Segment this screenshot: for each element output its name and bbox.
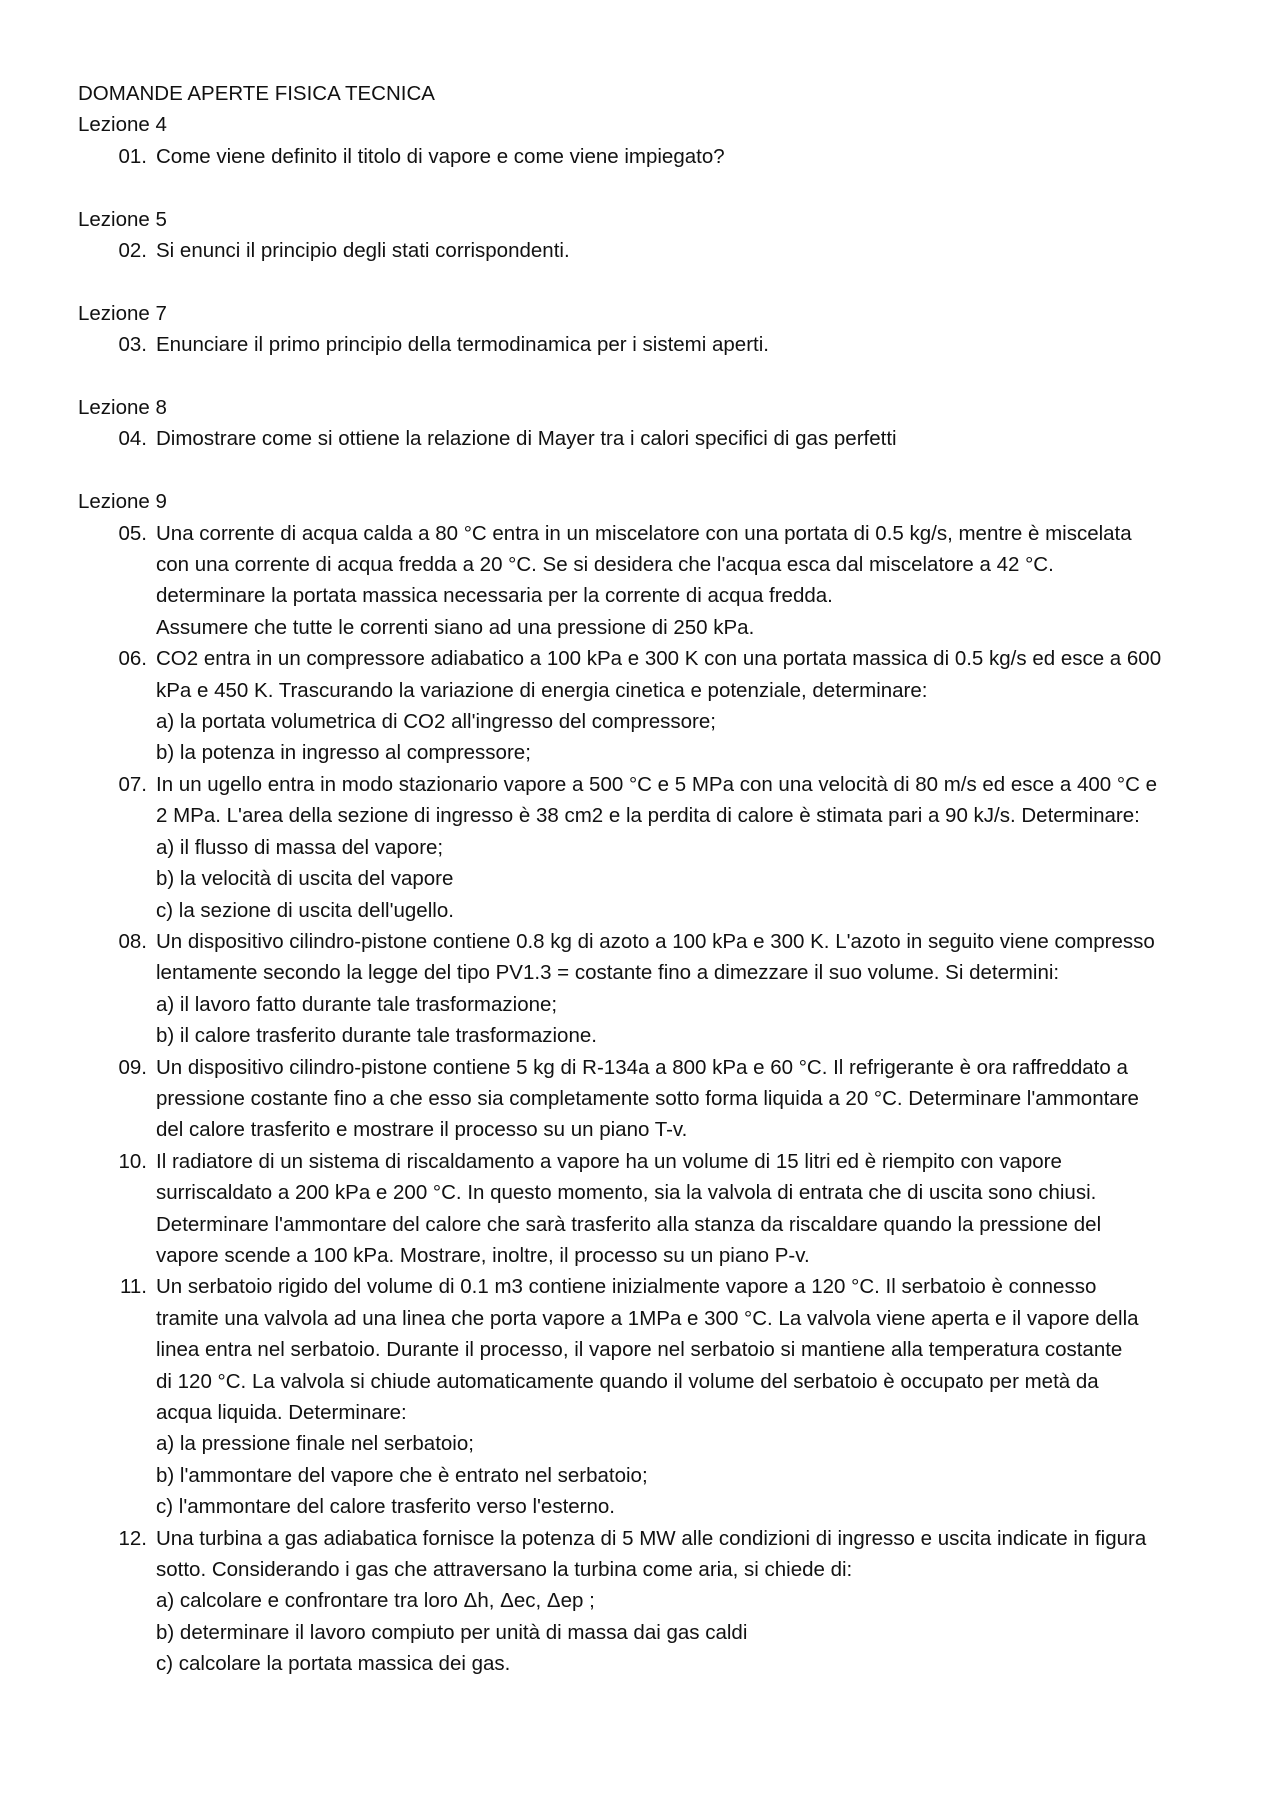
question-line: b) la potenza in ingresso al compressore; [156,741,531,765]
question-number: 06. [118,647,147,671]
question-line: sotto. Considerando i gas che attraversano la turbina come aria, si chiede di: [156,1558,853,1582]
question-item [78,329,1220,360]
question-number: 07. [118,772,147,796]
lesson-section [78,486,1220,1679]
question-line: c) la sezione di uscita dell'ugello. [156,898,454,922]
question-text [156,1271,1220,1522]
question-item [78,235,1220,266]
question-line: c) calcolare la portata massica dei gas. [156,1652,511,1676]
lesson-section [78,109,1220,172]
question-line: Una corrente di acqua calda a 80 °C entra in un miscelatore con una portata di 0.5 kg/s, mentre è miscelata [156,521,1132,545]
question-line: del calore trasferito e mostrare il processo su un piano T-v. [156,1118,688,1142]
question-text [156,518,1220,644]
question-line: Il radiatore di un sistema di riscaldamento a vapore ha un volume di 15 litri ed è riempito con vapore [156,1149,1062,1173]
question-line: con una corrente di acqua fredda a 20 °C. Se si desidera che l'acqua esca dal miscelatore a 42 °C. [156,553,1054,577]
question-line: a) il lavoro fatto durante tale trasformazione; [156,992,558,1016]
question-line: Dimostrare come si ottiene la relazione di Mayer tra i calori specifici di gas perfetti [156,427,897,451]
question-line: surriscaldato a 200 kPa e 200 °C. In questo momento, sia la valvola di entrata che di uscita sono chiusi. [156,1181,1097,1205]
lesson-heading: Lezione 7 [78,301,167,325]
document-title: DOMANDE APERTE FISICA TECNICA [78,82,435,105]
lesson-section [78,204,1220,267]
question-number: 10. [118,1149,147,1173]
question-number: 09. [118,1055,147,1079]
question-line: Come viene definito il titolo di vapore e come viene impiegato? [156,144,725,168]
question-number: 11. [120,1275,147,1299]
question-item [78,518,1220,644]
question-text [156,1523,1220,1680]
question-line: a) calcolare e confrontare tra loro Δh, Δec, Δep ; [156,1589,595,1613]
question-line: b) la velocità di uscita del vapore [156,867,454,891]
lesson-heading: Lezione 5 [78,207,167,231]
question-number: 02. [118,239,147,263]
question-line: c) l'ammontare del calore trasferito verso l'esterno. [156,1495,616,1519]
lesson-heading: Lezione 8 [78,396,167,420]
question-number: 08. [118,929,147,953]
question-text [156,235,1220,266]
lesson-section [78,392,1220,455]
question-line: pressione costante fino a che esso sia completamente sotto forma liquida a 20 °C. Determinare l'ammontare [156,1086,1139,1110]
question-line: kPa e 450 K. Trascurando la variazione di energia cinetica e potenziale, determinare: [156,678,928,702]
question-line: Enunciare il primo principio della termodinamica per i sistemi aperti. [156,333,769,357]
question-line: Una turbina a gas adiabatica fornisce la potenza di 5 MW alle condizioni di ingresso e uscita indicate in figura [156,1526,1147,1550]
question-line: Assumere che tutte le correnti siano ad una pressione di 250 kPa. [156,615,755,639]
question-text [156,423,1220,454]
lesson-section [78,298,1220,361]
question-line: CO2 entra in un compressore adiabatico a 100 kPa e 300 K con una portata massica di 0.5 kg/s ed esce a 600 [156,647,1162,671]
question-number: 01. [118,144,147,168]
question-line: a) il flusso di massa del vapore; [156,835,444,859]
question-line: linea entra nel serbatoio. Durante il processo, il vapore nel serbatoio si mantiene alla temperatura costante [156,1338,1123,1362]
question-text [156,141,1220,172]
question-item [78,1052,1220,1146]
question-line: di 120 °C. La valvola si chiude automaticamente quando il volume del serbatoio è occupato per metà da [156,1369,1099,1393]
lesson-heading: Lezione 4 [78,113,167,137]
lesson-heading: Lezione 9 [78,490,167,514]
question-line: vapore scende a 100 kPa. Mostrare, inoltre, il processo su un piano P-v. [156,1243,810,1267]
question-text [156,926,1220,1052]
question-line: 2 MPa. L'area della sezione di ingresso è 38 cm2 e la perdita di calore è stimata pari a 90 kJ/s. Determinare: [156,804,1140,828]
question-item [78,423,1220,454]
question-item [78,1523,1220,1680]
question-line: lentamente secondo la legge del tipo PV1.3 = costante fino a dimezzare il suo volume. Si determini: [156,961,1060,985]
question-text [156,329,1220,360]
question-item [78,141,1220,172]
question-item [78,926,1220,1052]
question-line: b) l'ammontare del vapore che è entrato nel serbatoio; [156,1463,648,1487]
question-line: acqua liquida. Determinare: [156,1401,407,1424]
question-line: Un dispositivo cilindro-pistone contiene 0.8 kg di azoto a 100 kPa e 300 K. L'azoto in seguito viene compresso [156,929,1155,953]
question-line: b) il calore trasferito durante tale trasformazione. [156,1024,597,1048]
question-line: Determinare l'ammontare del calore che sarà trasferito alla stanza da riscaldare quando la pressione del [156,1212,1102,1236]
question-number: 03. [118,333,147,357]
question-line: In un ugello entra in modo stazionario vapore a 500 °C e 5 MPa con una velocità di 80 m/s ed esce a 400 °C e [156,772,1157,796]
question-number: 05. [118,521,147,545]
question-text [156,1052,1220,1146]
question-number: 04. [118,427,147,451]
sections-container [78,109,1220,1679]
question-item [78,1146,1220,1272]
question-text [156,1146,1220,1272]
question-text [156,769,1220,926]
question-line: a) la pressione finale nel serbatoio; [156,1432,474,1456]
question-line: Un dispositivo cilindro-pistone contiene 5 kg di R-134a a 800 kPa e 60 °C. Il refrigerante è ora raffreddato a [156,1055,1128,1079]
question-line: Un serbatoio rigido del volume di 0.1 m3 contiene inizialmente vapore a 120 °C. Il serbatoio è connesso [156,1275,1097,1299]
question-line: b) determinare il lavoro compiuto per unità di massa dai gas caldi [156,1620,748,1644]
question-line: Si enunci il principio degli stati corrispondenti. [156,239,570,263]
question-line: determinare la portata massica necessaria per la corrente di acqua fredda. [156,584,833,608]
question-item [78,1271,1220,1522]
question-line: tramite una valvola ad una linea che porta vapore a 1MPa e 300 °C. La valvola viene aperta e il vapore della [156,1306,1139,1330]
question-number: 12. [118,1526,147,1550]
question-item [78,643,1220,769]
question-line: a) la portata volumetrica di CO2 all'ingresso del compressore; [156,710,716,734]
question-item [78,769,1220,926]
question-text [156,643,1220,769]
